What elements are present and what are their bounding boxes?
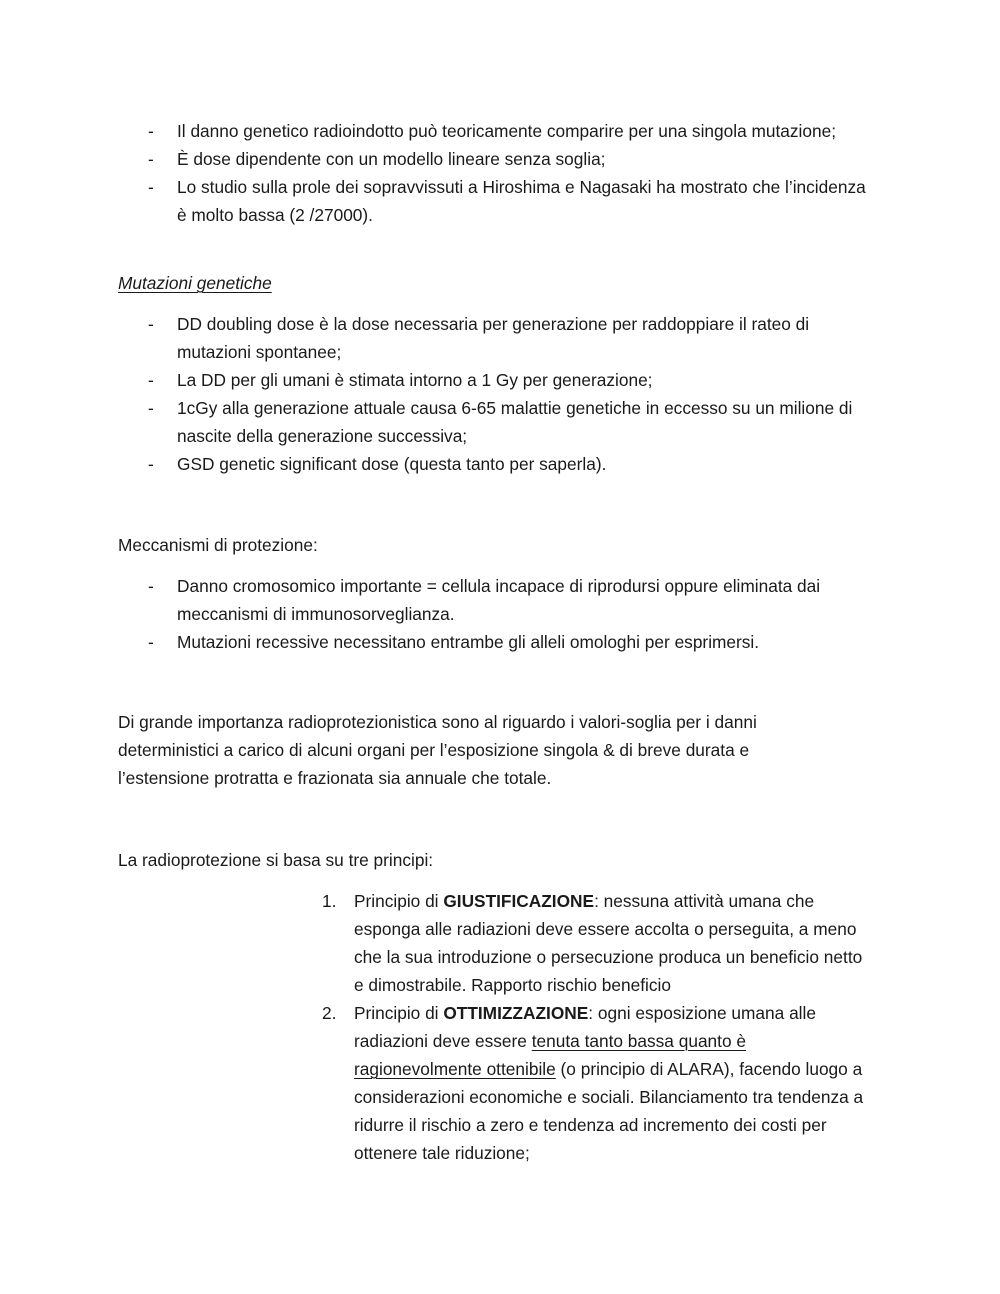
list-item: [118, 628, 870, 656]
principle-text: : nessuna attività umana che esponga alle radiazioni deve essere accolta o perseguita, a meno che la sua introduzione o persecuzione produca un beneficio netto e dimostrabile. Rapporto rischio beneficio: [354, 891, 863, 995]
list-item: [118, 394, 870, 450]
principle-prefix: Principio di: [354, 1003, 444, 1023]
genetic-damage-list: [118, 117, 870, 229]
list-item-text: GSD genetic significant dose (questa tanto per saperla).: [177, 454, 607, 474]
bullet-dash: -: [148, 149, 154, 169]
list-item-text: È dose dipendente con un modello lineare senza soglia;: [177, 149, 606, 169]
list-item-text: La DD per gli umani è stimata intorno a 1 Gy per generazione;: [177, 370, 653, 390]
principle-text-after: (o principio di ALARA), facendo luogo a considerazioni economiche e sociali. Bilanciamento tra tendenza a ridurre il rischio a zero e tendenza ad incremento dei costi per ottenere tale riduzione;: [354, 1059, 864, 1163]
list-item: [118, 366, 870, 394]
principles-intro: La radioprotezione si basa su tre principi:: [118, 850, 434, 870]
bullet-dash: -: [148, 314, 154, 334]
bullet-dash: -: [148, 121, 154, 141]
bullet-dash: -: [148, 370, 154, 390]
list-item-text: DD doubling dose è la dose necessaria per generazione per raddoppiare il rateo di mutazioni spontanee;: [177, 314, 810, 362]
protection-list-block: [118, 572, 870, 656]
principle-item-ottimizzazione: [322, 999, 872, 1167]
importance-paragraph-block: [118, 708, 838, 792]
list-number: 2.: [322, 1003, 337, 1023]
bullet-dash: -: [148, 576, 154, 596]
list-item: [118, 173, 870, 229]
list-item: [118, 450, 870, 478]
bullet-dash: -: [148, 632, 154, 652]
principles-list: [322, 887, 872, 1167]
bullet-dash: -: [148, 398, 154, 418]
list-item-text: Danno cromosomico importante = cellula incapace di riprodursi oppure eliminata dai meccanismi di immunosorveglianza.: [177, 576, 821, 624]
list-item: [118, 572, 870, 628]
section-heading-meccanismi: Meccanismi di protezione:: [118, 535, 318, 555]
list-item-text: Il danno genetico radioindotto può teoricamente comparire per una singola mutazione;: [177, 121, 837, 141]
mutazioni-heading-block: [118, 269, 870, 297]
protection-list: [118, 572, 870, 656]
principle-name: GIUSTIFICAZIONE: [443, 891, 595, 911]
genetic-damage-list-block: [118, 117, 870, 229]
meccanismi-heading-block: [118, 531, 870, 559]
principle-name: OTTIMIZZAZIONE: [443, 1003, 589, 1023]
list-item-text: Lo studio sulla prole dei sopravvissuti a Hiroshima e Nagasaki ha mostrato che l’incidenza è molto bassa (2 /27000).: [177, 177, 866, 225]
section-heading-mutazioni: Mutazioni genetiche: [118, 273, 272, 293]
list-item-text: Mutazioni recessive necessitano entrambe gli alleli omologhi per esprimersi.: [177, 632, 760, 652]
principle-text-before: : ogni esposizione umana alle radiazioni deve essere: [354, 1003, 816, 1051]
bullet-dash: -: [148, 177, 154, 197]
importance-paragraph: Di grande importanza radioprotezionistica sono al riguardo i valori-soglia per i danni deterministici a carico di alcuni organi per l’esposizione singola & di breve durata e l’estensione protratta e frazionata sia annuale che totale.: [118, 712, 757, 788]
principle-underlined-text: tenuta tanto bassa quanto è ragionevolmente ottenibile: [354, 1031, 746, 1079]
principle-prefix: Principio di: [354, 891, 444, 911]
bullet-dash: -: [148, 454, 154, 474]
list-number: 1.: [322, 891, 337, 911]
principle-item-giustificazione: [322, 887, 872, 999]
mutations-list-block: [118, 310, 870, 478]
list-item: [118, 145, 870, 173]
principles-intro-block: [118, 846, 870, 874]
list-item: [118, 310, 870, 366]
list-item-text: 1cGy alla generazione attuale causa 6-65 malattie genetiche in eccesso su un milione di nascite della generazione successiva;: [177, 398, 853, 446]
list-item: [118, 117, 870, 145]
mutations-list: [118, 310, 870, 478]
